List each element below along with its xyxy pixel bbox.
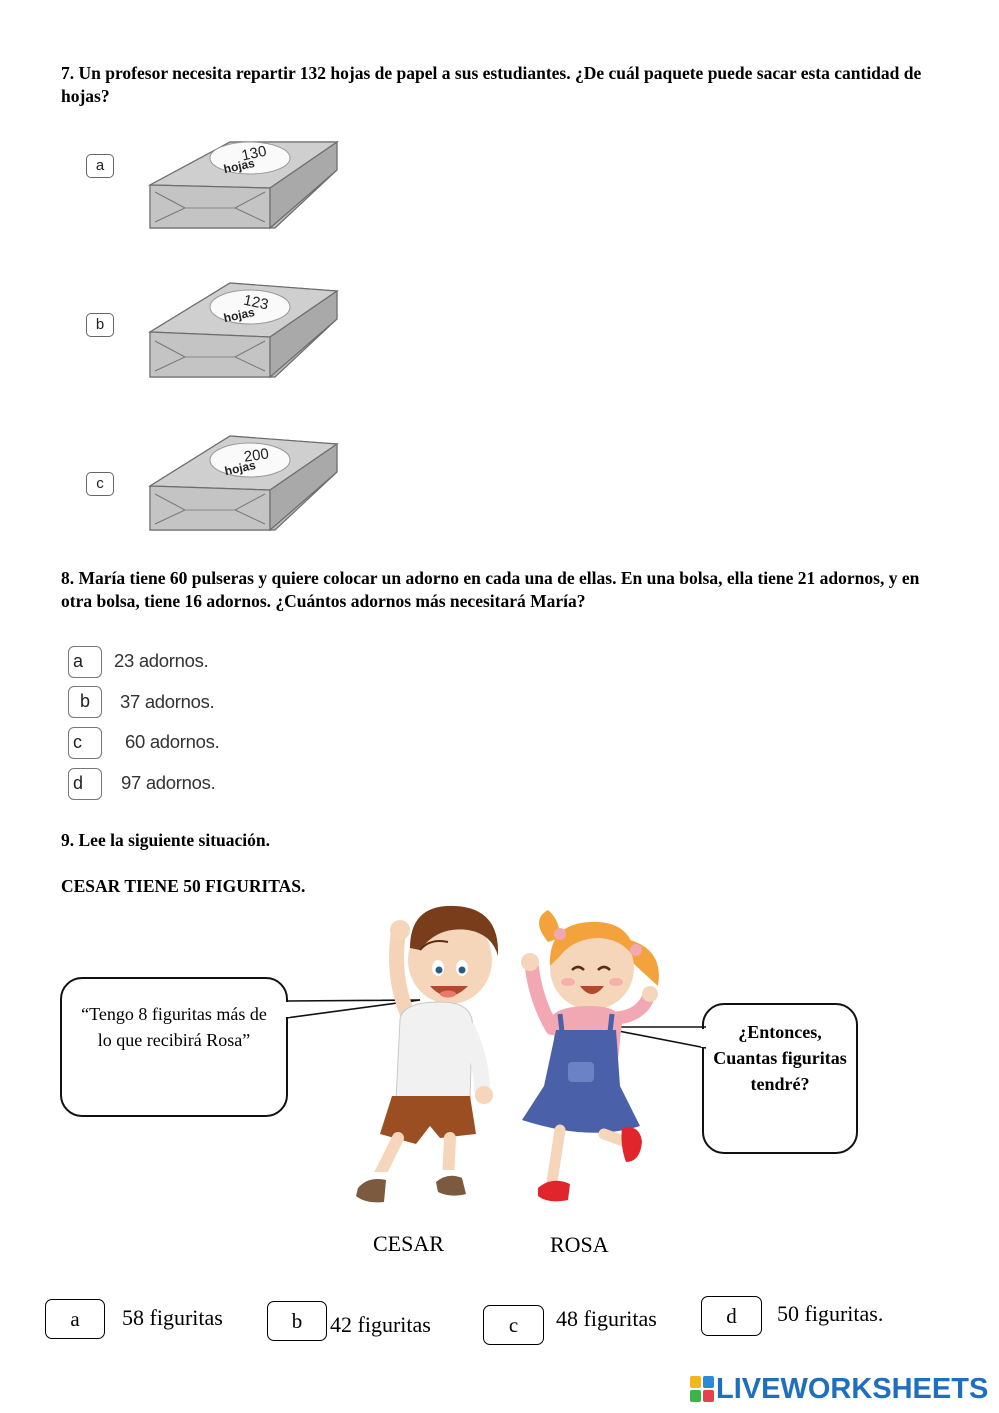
q8-option-c-box[interactable]: c (68, 727, 102, 759)
name-label-cesar: CESAR (373, 1231, 444, 1256)
q8-option-c-text: 60 adornos. (125, 731, 220, 752)
question-8-title: 8. María tiene 60 pulseras y quiere colocar un adorno en cada una de ellas. En una bolsa, ella tiene 21 adornos, y en otra bolsa, tiene 16 adornos. ¿Cuántos adornos más necesitará María? (61, 568, 920, 611)
speech-bubble-cesar-text: “Tengo 8 figuritas más de lo que recibirá Rosa” (81, 1004, 267, 1050)
q7-option-a-box[interactable]: a (86, 154, 114, 178)
children-illustration (0, 890, 999, 1220)
liveworksheets-logo-text: LIVEWORKSHEETS (716, 1372, 989, 1405)
q8-option-b-box[interactable]: b (68, 686, 102, 718)
paper-package-200-image (145, 428, 345, 533)
q9-option-d-text: 50 figuritas. (777, 1301, 884, 1326)
q8-option-b-text: 37 adornos. (120, 691, 215, 712)
liveworksheets-logo-icon (690, 1376, 714, 1402)
liveworksheets-logo (690, 1372, 988, 1406)
package-a-word: hojas (222, 155, 256, 177)
girl-rosa-figure (521, 910, 659, 1201)
q9-option-b-text: 42 figuritas (330, 1312, 431, 1337)
question-9-title: 9. Lee la siguiente situación. (61, 830, 271, 850)
package-b-word: hojas (222, 304, 256, 326)
q8-option-a-text: 23 adornos. (114, 650, 209, 671)
q9-option-a-box[interactable]: a (45, 1299, 105, 1339)
package-a-number: 130 (240, 142, 269, 165)
package-c-number: 200 (242, 445, 270, 466)
q9-option-a-text: 58 figuritas (122, 1305, 223, 1330)
q9-option-c-text: 48 figuritas (556, 1306, 657, 1331)
q9-statement: CESAR TIENE 50 FIGURITAS. (61, 876, 306, 896)
name-label-rosa: ROSA (550, 1232, 609, 1257)
package-b-number: 123 (241, 291, 270, 314)
q8-option-d-box[interactable]: d (68, 768, 102, 800)
package-c-word: hojas (223, 457, 257, 479)
paper-package-130-image (145, 130, 345, 235)
q9-option-b-box[interactable]: b (267, 1301, 327, 1341)
q7-option-b-box[interactable]: b (86, 313, 114, 337)
q8-option-a-box[interactable]: a (68, 646, 102, 678)
boy-cesar-figure (356, 906, 498, 1202)
q9-option-c-box[interactable]: c (483, 1305, 544, 1345)
q8-option-d-text: 97 adornos. (121, 772, 216, 793)
paper-package-123-image (145, 277, 345, 382)
q9-option-d-box[interactable]: d (701, 1296, 762, 1336)
speech-bubble-rosa-text: ¿Entonces, Cuantas figuritas tendré? (713, 1022, 847, 1094)
question-7-title: 7. Un profesor necesita repartir 132 hojas de papel a sus estudiantes. ¿De cuál paquete puede sacar esta cantidad de hojas? (61, 63, 922, 106)
q7-option-c-box[interactable]: c (86, 472, 114, 496)
